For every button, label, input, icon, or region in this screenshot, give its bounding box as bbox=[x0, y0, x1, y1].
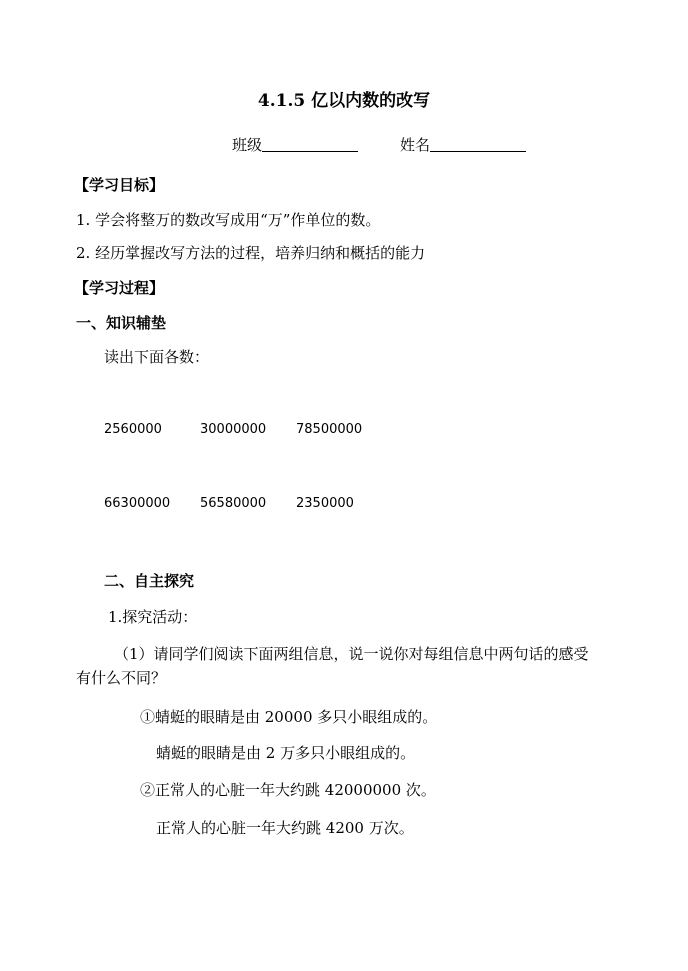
info-sentence: 正常人的心脏一年大约跳 4200 万次。 bbox=[156, 819, 414, 837]
name-blank[interactable] bbox=[430, 135, 526, 152]
section1-instruction: 读出下面各数： bbox=[104, 348, 210, 366]
info-sentence: 蜻蜓的眼睛是由 2 万多只小眼组成的。 bbox=[156, 744, 416, 762]
question-line-1: （1）请同学们阅读下面两组信息，说一说你对每组信息中两句话的感受 bbox=[114, 645, 589, 663]
class-label: 班级 bbox=[232, 136, 263, 154]
number-item: 66300000 bbox=[104, 496, 171, 511]
page-title: 4.1.5 亿以内数的改写 bbox=[257, 91, 431, 111]
name-field bbox=[400, 134, 526, 155]
activity-label: 1.探究活动： bbox=[108, 608, 198, 626]
process-heading: 【学习过程】 bbox=[74, 279, 165, 297]
section2-heading: 二、自主探究 bbox=[104, 572, 195, 590]
section1-heading: 一、知识辅垫 bbox=[76, 314, 167, 332]
info-sentence: ②正常人的心脏一年大约跳 42000000 次。 bbox=[140, 781, 436, 799]
class-field bbox=[232, 134, 358, 155]
class-blank[interactable] bbox=[262, 135, 358, 152]
number-item: 2560000 bbox=[104, 422, 162, 437]
number-item: 56580000 bbox=[200, 496, 267, 511]
objective-item-1: 1. 学会将整万的数改写成用“万”作单位的数。 bbox=[76, 211, 381, 229]
number-item: 30000000 bbox=[200, 422, 267, 437]
number-item: 2350000 bbox=[296, 496, 354, 511]
question-line-2: 有什么不同？ bbox=[76, 669, 167, 687]
name-label: 姓名 bbox=[400, 136, 431, 154]
objectives-heading: 【学习目标】 bbox=[74, 176, 165, 194]
number-item: 78500000 bbox=[296, 422, 363, 437]
info-sentence: ①蜻蜓的眼睛是由 20000 多只小眼组成的。 bbox=[140, 708, 438, 726]
objective-item-2: 2. 经历掌握改写方法的过程，培养归纳和概括的能力 bbox=[76, 244, 426, 262]
